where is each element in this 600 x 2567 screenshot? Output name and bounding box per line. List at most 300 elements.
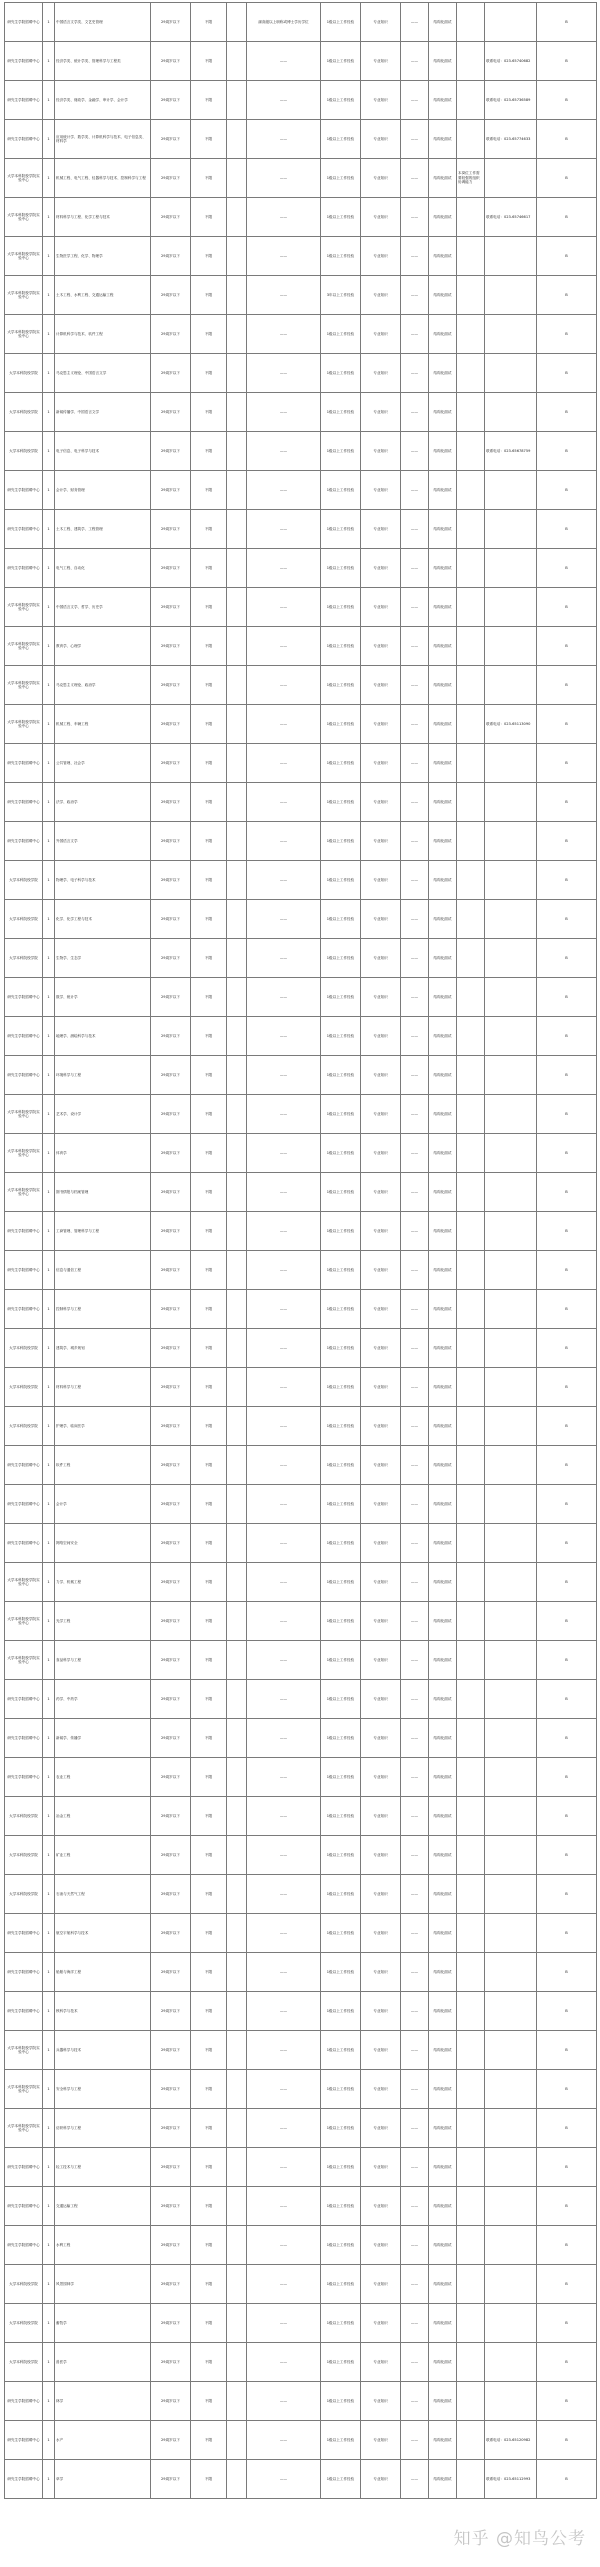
dept-cell: 大学本科院校学院实验中心 bbox=[5, 588, 43, 627]
degree-cell bbox=[227, 354, 247, 393]
major-cell: 中国语言文学、哲学、历史学 bbox=[55, 588, 151, 627]
education-cell: 不限 bbox=[191, 2031, 227, 2070]
description-cell bbox=[457, 666, 485, 705]
major-cell: 土木工程、水利工程、交通运输工程 bbox=[55, 276, 151, 315]
interview-cell: 结构化面试 bbox=[429, 1953, 457, 1992]
exam-form-cell: 专业知识 bbox=[361, 1212, 401, 1251]
other-requirement-cell: —— bbox=[247, 1056, 321, 1095]
major-cell: 艺术学、设计学 bbox=[55, 1095, 151, 1134]
count-cell: 1 bbox=[43, 1134, 55, 1173]
note-cell: 1级以上工作经验 bbox=[321, 1524, 361, 1563]
class-cell: B bbox=[537, 978, 597, 1017]
education-cell: 不限 bbox=[191, 1017, 227, 1056]
condition-cell: 29周岁以下 bbox=[151, 1641, 191, 1680]
description-cell bbox=[457, 2382, 485, 2421]
ratio-cell: —— bbox=[401, 1680, 429, 1719]
ratio-cell: —— bbox=[401, 1212, 429, 1251]
note-cell: 1级以上工作经验 bbox=[321, 978, 361, 1017]
description-cell bbox=[457, 2109, 485, 2148]
major-cell: 轻工技术与工程 bbox=[55, 2148, 151, 2187]
table-row bbox=[5, 42, 597, 81]
class-cell: B bbox=[537, 198, 597, 237]
phone-cell bbox=[485, 1563, 537, 1602]
ratio-cell: —— bbox=[401, 588, 429, 627]
degree-cell bbox=[227, 81, 247, 120]
count-cell: 1 bbox=[43, 42, 55, 81]
phone-cell bbox=[485, 2265, 537, 2304]
education-cell: 不限 bbox=[191, 393, 227, 432]
table-row bbox=[5, 1446, 597, 1485]
count-cell: 1 bbox=[43, 1290, 55, 1329]
degree-cell bbox=[227, 1134, 247, 1173]
ratio-cell: —— bbox=[401, 2382, 429, 2421]
count-cell: 1 bbox=[43, 354, 55, 393]
degree-cell bbox=[227, 2304, 247, 2343]
count-cell: 1 bbox=[43, 276, 55, 315]
degree-cell bbox=[227, 237, 247, 276]
count-cell: 1 bbox=[43, 432, 55, 471]
condition-cell: 29周岁以下 bbox=[151, 1602, 191, 1641]
major-cell: 中国语言文学类、文艺史管理 bbox=[55, 3, 151, 42]
other-requirement-cell: —— bbox=[247, 471, 321, 510]
major-cell: 机械工程、电气工程、仪器科学与技术、控制科学与工程 bbox=[55, 159, 151, 198]
exam-form-cell: 专业知识 bbox=[361, 939, 401, 978]
table-row bbox=[5, 81, 597, 120]
count-cell: 1 bbox=[43, 1797, 55, 1836]
interview-cell: 结构化面试 bbox=[429, 822, 457, 861]
class-cell: B bbox=[537, 588, 597, 627]
class-cell: B bbox=[537, 2187, 597, 2226]
degree-cell bbox=[227, 549, 247, 588]
other-requirement-cell: —— bbox=[247, 978, 321, 1017]
description-cell bbox=[457, 120, 485, 159]
interview-cell: 结构化面试 bbox=[429, 42, 457, 81]
dept-cell: 研究生学院招聘中心 bbox=[5, 42, 43, 81]
condition-cell: 29周岁以下 bbox=[151, 432, 191, 471]
other-requirement-cell: —— bbox=[247, 588, 321, 627]
table-row bbox=[5, 2460, 597, 2499]
description-cell bbox=[457, 1329, 485, 1368]
major-cell: 光学工程 bbox=[55, 1602, 151, 1641]
degree-cell bbox=[227, 159, 247, 198]
condition-cell: 29周岁以下 bbox=[151, 510, 191, 549]
ratio-cell: —— bbox=[401, 393, 429, 432]
table-row bbox=[5, 2421, 597, 2460]
class-cell: B bbox=[537, 315, 597, 354]
education-cell: 不限 bbox=[191, 1056, 227, 1095]
ratio-cell: —— bbox=[401, 276, 429, 315]
phone-cell bbox=[485, 315, 537, 354]
condition-cell: 29周岁以下 bbox=[151, 2187, 191, 2226]
description-cell bbox=[457, 1095, 485, 1134]
dept-cell: 研究生学院招聘中心 bbox=[5, 81, 43, 120]
other-requirement-cell: —— bbox=[247, 276, 321, 315]
count-cell: 1 bbox=[43, 2460, 55, 2499]
class-cell: B bbox=[537, 2382, 597, 2421]
exam-form-cell: 专业知识 bbox=[361, 237, 401, 276]
phone-cell bbox=[485, 2187, 537, 2226]
exam-form-cell: 专业知识 bbox=[361, 900, 401, 939]
dept-cell: 大学本科院校学院实验中心 bbox=[5, 2031, 43, 2070]
note-cell: 1级以上工作经验 bbox=[321, 1329, 361, 1368]
education-cell: 不限 bbox=[191, 2226, 227, 2265]
note-cell: 1级以上工作经验 bbox=[321, 198, 361, 237]
count-cell: 1 bbox=[43, 2187, 55, 2226]
count-cell: 1 bbox=[43, 1251, 55, 1290]
major-cell: 核科学与技术 bbox=[55, 1992, 151, 2031]
major-cell: 物理学、电子科学与技术 bbox=[55, 861, 151, 900]
phone-cell bbox=[485, 666, 537, 705]
other-requirement-cell: —— bbox=[247, 1875, 321, 1914]
table-row bbox=[5, 744, 597, 783]
other-requirement-cell: —— bbox=[247, 1173, 321, 1212]
note-cell: 1级以上工作经验 bbox=[321, 1056, 361, 1095]
phone-cell bbox=[485, 2343, 537, 2382]
count-cell: 1 bbox=[43, 744, 55, 783]
other-requirement-cell: —— bbox=[247, 1680, 321, 1719]
count-cell: 1 bbox=[43, 1485, 55, 1524]
condition-cell: 29周岁以下 bbox=[151, 783, 191, 822]
class-cell: B bbox=[537, 2226, 597, 2265]
ratio-cell: —— bbox=[401, 1095, 429, 1134]
other-requirement-cell: —— bbox=[247, 939, 321, 978]
degree-cell bbox=[227, 1914, 247, 1953]
description-cell bbox=[457, 471, 485, 510]
degree-cell bbox=[227, 1602, 247, 1641]
major-cell: 信息与通信工程 bbox=[55, 1251, 151, 1290]
education-cell: 不限 bbox=[191, 939, 227, 978]
dept-cell: 研究生学院招聘中心 bbox=[5, 2382, 43, 2421]
phone-cell bbox=[485, 1953, 537, 1992]
ratio-cell: —— bbox=[401, 822, 429, 861]
exam-form-cell: 专业知识 bbox=[361, 1602, 401, 1641]
education-cell: 不限 bbox=[191, 1719, 227, 1758]
major-cell: 生物学、生态学 bbox=[55, 939, 151, 978]
major-cell: 化学、化学工程与技术 bbox=[55, 900, 151, 939]
phone-cell bbox=[485, 1251, 537, 1290]
other-requirement-cell: —— bbox=[247, 1797, 321, 1836]
phone-cell bbox=[485, 744, 537, 783]
dept-cell: 研究生学院招聘中心 bbox=[5, 1251, 43, 1290]
note-cell: 1级以上工作经验 bbox=[321, 1134, 361, 1173]
class-cell: B bbox=[537, 1758, 597, 1797]
major-cell: 体育学 bbox=[55, 1134, 151, 1173]
dept-cell: 大学本科院校学院实验中心 bbox=[5, 2070, 43, 2109]
ratio-cell: —— bbox=[401, 2187, 429, 2226]
degree-cell bbox=[227, 276, 247, 315]
description-cell: 本岗位工作需要较强的组织协调能力 bbox=[457, 159, 485, 198]
phone-cell bbox=[485, 900, 537, 939]
other-requirement-cell: —— bbox=[247, 1563, 321, 1602]
major-cell: 网络空间安全 bbox=[55, 1524, 151, 1563]
interview-cell: 结构化面试 bbox=[429, 1017, 457, 1056]
description-cell bbox=[457, 2070, 485, 2109]
dept-cell: 大学本科院校学院 bbox=[5, 2265, 43, 2304]
phone-cell bbox=[485, 393, 537, 432]
interview-cell: 结构化面试 bbox=[429, 1524, 457, 1563]
note-cell: 1级以上工作经验 bbox=[321, 1485, 361, 1524]
phone-cell bbox=[485, 1446, 537, 1485]
class-cell: B bbox=[537, 2304, 597, 2343]
ratio-cell: —— bbox=[401, 2226, 429, 2265]
ratio-cell: —— bbox=[401, 1953, 429, 1992]
condition-cell: 29周岁以下 bbox=[151, 744, 191, 783]
dept-cell: 研究生学院招聘中心 bbox=[5, 3, 43, 42]
education-cell: 不限 bbox=[191, 2265, 227, 2304]
phone-cell bbox=[485, 1212, 537, 1251]
dept-cell: 研究生学院招聘中心 bbox=[5, 2460, 43, 2499]
other-requirement-cell: —— bbox=[247, 1017, 321, 1056]
class-cell: B bbox=[537, 900, 597, 939]
note-cell: 1级以上工作经验 bbox=[321, 549, 361, 588]
dept-cell: 大学本科院校学院 bbox=[5, 900, 43, 939]
dept-cell: 研究生学院招聘中心 bbox=[5, 1212, 43, 1251]
class-cell: B bbox=[537, 1017, 597, 1056]
dept-cell: 大学本科院校学院实验中心 bbox=[5, 1641, 43, 1680]
table-row bbox=[5, 1914, 597, 1953]
description-cell bbox=[457, 861, 485, 900]
other-requirement-cell: —— bbox=[247, 1524, 321, 1563]
ratio-cell: —— bbox=[401, 1836, 429, 1875]
note-cell: 1级以上工作经验 bbox=[321, 120, 361, 159]
ratio-cell: —— bbox=[401, 1797, 429, 1836]
education-cell: 不限 bbox=[191, 2187, 227, 2226]
education-cell: 不限 bbox=[191, 1914, 227, 1953]
dept-cell: 研究生学院招聘中心 bbox=[5, 1914, 43, 1953]
class-cell: B bbox=[537, 1212, 597, 1251]
degree-cell bbox=[227, 1758, 247, 1797]
condition-cell: 29周岁以下 bbox=[151, 1056, 191, 1095]
table-row bbox=[5, 3, 597, 42]
table-row bbox=[5, 1797, 597, 1836]
table-row bbox=[5, 822, 597, 861]
education-cell: 不限 bbox=[191, 2382, 227, 2421]
condition-cell: 29周岁以下 bbox=[151, 276, 191, 315]
exam-form-cell: 专业知识 bbox=[361, 1056, 401, 1095]
count-cell: 1 bbox=[43, 1524, 55, 1563]
other-requirement-cell: —— bbox=[247, 81, 321, 120]
condition-cell: 29周岁以下 bbox=[151, 1095, 191, 1134]
ratio-cell: —— bbox=[401, 2460, 429, 2499]
phone-cell bbox=[485, 861, 537, 900]
major-cell: 软件工程 bbox=[55, 1446, 151, 1485]
condition-cell: 29周岁以下 bbox=[151, 1017, 191, 1056]
major-cell: 农业工程 bbox=[55, 1758, 151, 1797]
note-cell: 1级以上工作经验 bbox=[321, 42, 361, 81]
degree-cell bbox=[227, 1290, 247, 1329]
phone-cell bbox=[485, 2031, 537, 2070]
ratio-cell: —— bbox=[401, 1524, 429, 1563]
description-cell bbox=[457, 1602, 485, 1641]
note-cell: 1级以上工作经验 bbox=[321, 666, 361, 705]
degree-cell bbox=[227, 2070, 247, 2109]
description-cell bbox=[457, 1407, 485, 1446]
class-cell: B bbox=[537, 1602, 597, 1641]
description-cell bbox=[457, 627, 485, 666]
table-row bbox=[5, 1992, 597, 2031]
major-cell: 新闻学、传播学 bbox=[55, 1719, 151, 1758]
description-cell bbox=[457, 354, 485, 393]
count-cell: 1 bbox=[43, 1056, 55, 1095]
phone-cell bbox=[485, 1797, 537, 1836]
dept-cell: 大学本科院校学院 bbox=[5, 1797, 43, 1836]
interview-cell: 结构化面试 bbox=[429, 2226, 457, 2265]
ratio-cell: —— bbox=[401, 315, 429, 354]
dept-cell: 研究生学院招聘中心 bbox=[5, 1719, 43, 1758]
degree-cell bbox=[227, 2148, 247, 2187]
degree-cell bbox=[227, 471, 247, 510]
class-cell: B bbox=[537, 1173, 597, 1212]
note-cell: 1级以上工作经验 bbox=[321, 315, 361, 354]
table-row bbox=[5, 1524, 597, 1563]
degree-cell bbox=[227, 1836, 247, 1875]
class-cell: B bbox=[537, 1875, 597, 1914]
class-cell: B bbox=[537, 744, 597, 783]
degree-cell bbox=[227, 432, 247, 471]
count-cell: 1 bbox=[43, 120, 55, 159]
major-cell: 石油与天然气工程 bbox=[55, 1875, 151, 1914]
phone-cell bbox=[485, 3, 537, 42]
degree-cell bbox=[227, 2421, 247, 2460]
major-cell: 风景园林学 bbox=[55, 2265, 151, 2304]
major-cell: 林学 bbox=[55, 2382, 151, 2421]
table-row bbox=[5, 2382, 597, 2421]
dept-cell: 大学本科院校学院 bbox=[5, 861, 43, 900]
major-cell: 冶金工程 bbox=[55, 1797, 151, 1836]
description-cell bbox=[457, 393, 485, 432]
condition-cell: 29周岁以下 bbox=[151, 1251, 191, 1290]
education-cell: 不限 bbox=[191, 42, 227, 81]
note-cell: 1级以上工作经验 bbox=[321, 1563, 361, 1602]
degree-cell bbox=[227, 861, 247, 900]
exam-form-cell: 专业知识 bbox=[361, 1251, 401, 1290]
interview-cell: 结构化面试 bbox=[429, 900, 457, 939]
degree-cell bbox=[227, 1719, 247, 1758]
major-cell: 工商管理、管理科学与工程 bbox=[55, 1212, 151, 1251]
ratio-cell: —— bbox=[401, 1017, 429, 1056]
interview-cell: 结构化面试 bbox=[429, 1368, 457, 1407]
count-cell: 1 bbox=[43, 1095, 55, 1134]
interview-cell: 结构化面试 bbox=[429, 978, 457, 1017]
description-cell bbox=[457, 978, 485, 1017]
description-cell bbox=[457, 2343, 485, 2382]
phone-cell bbox=[485, 1719, 537, 1758]
major-cell: 图书情报与档案管理 bbox=[55, 1173, 151, 1212]
exam-form-cell: 专业知识 bbox=[361, 1953, 401, 1992]
education-cell: 不限 bbox=[191, 1290, 227, 1329]
condition-cell: 29周岁以下 bbox=[151, 822, 191, 861]
education-cell: 不限 bbox=[191, 1407, 227, 1446]
degree-cell bbox=[227, 42, 247, 81]
major-cell: 船舶与海洋工程 bbox=[55, 1953, 151, 1992]
condition-cell: 29周岁以下 bbox=[151, 1173, 191, 1212]
major-cell: 食品科学与工程 bbox=[55, 1641, 151, 1680]
major-cell: 兵器科学与技术 bbox=[55, 2031, 151, 2070]
degree-cell bbox=[227, 2031, 247, 2070]
description-cell bbox=[457, 900, 485, 939]
count-cell: 1 bbox=[43, 1017, 55, 1056]
exam-form-cell: 专业知识 bbox=[361, 1563, 401, 1602]
education-cell: 不限 bbox=[191, 1953, 227, 1992]
exam-form-cell: 专业知识 bbox=[361, 2070, 401, 2109]
note-cell: 1级以上工作经验 bbox=[321, 1407, 361, 1446]
count-cell: 1 bbox=[43, 2343, 55, 2382]
ratio-cell: —— bbox=[401, 198, 429, 237]
interview-cell: 结构化面试 bbox=[429, 1719, 457, 1758]
other-requirement-cell: —— bbox=[247, 1485, 321, 1524]
exam-form-cell: 专业知识 bbox=[361, 2382, 401, 2421]
exam-form-cell: 专业知识 bbox=[361, 1680, 401, 1719]
table-row bbox=[5, 432, 597, 471]
condition-cell: 29周岁以下 bbox=[151, 2304, 191, 2343]
major-cell: 环境科学与工程 bbox=[55, 1056, 151, 1095]
note-cell: 1级以上工作经验 bbox=[321, 2343, 361, 2382]
dept-cell: 大学本科院校学院 bbox=[5, 939, 43, 978]
class-cell: B bbox=[537, 1563, 597, 1602]
class-cell: B bbox=[537, 1056, 597, 1095]
exam-form-cell: 专业知识 bbox=[361, 510, 401, 549]
other-requirement-cell: —— bbox=[247, 2187, 321, 2226]
education-cell: 不限 bbox=[191, 237, 227, 276]
table-row bbox=[5, 2109, 597, 2148]
degree-cell bbox=[227, 1953, 247, 1992]
education-cell: 不限 bbox=[191, 822, 227, 861]
condition-cell: 29周岁以下 bbox=[151, 471, 191, 510]
other-requirement-cell: —— bbox=[247, 1719, 321, 1758]
phone-cell: 联系电话：023-65736589 bbox=[485, 81, 537, 120]
class-cell: B bbox=[537, 822, 597, 861]
phone-cell bbox=[485, 354, 537, 393]
note-cell: 1级以上工作经验 bbox=[321, 1017, 361, 1056]
dept-cell: 大学本科院校学院实验中心 bbox=[5, 705, 43, 744]
description-cell bbox=[457, 939, 485, 978]
count-cell: 1 bbox=[43, 1953, 55, 1992]
education-cell: 不限 bbox=[191, 2148, 227, 2187]
phone-cell bbox=[485, 276, 537, 315]
dept-cell: 大学本科院校学院实验中心 bbox=[5, 237, 43, 276]
other-requirement-cell: —— bbox=[247, 1758, 321, 1797]
condition-cell: 29周岁以下 bbox=[151, 198, 191, 237]
other-requirement-cell: —— bbox=[247, 744, 321, 783]
major-cell: 力学、机械工程 bbox=[55, 1563, 151, 1602]
table-row bbox=[5, 471, 597, 510]
description-cell bbox=[457, 2421, 485, 2460]
interview-cell: 结构化面试 bbox=[429, 744, 457, 783]
phone-cell bbox=[485, 1641, 537, 1680]
degree-cell bbox=[227, 1485, 247, 1524]
class-cell: B bbox=[537, 783, 597, 822]
class-cell: B bbox=[537, 1407, 597, 1446]
description-cell bbox=[457, 2265, 485, 2304]
condition-cell: 29周岁以下 bbox=[151, 3, 191, 42]
interview-cell: 结构化面试 bbox=[429, 2265, 457, 2304]
other-requirement-cell: —— bbox=[247, 198, 321, 237]
ratio-cell: —— bbox=[401, 1134, 429, 1173]
class-cell: B bbox=[537, 1914, 597, 1953]
dept-cell: 研究生学院招聘中心 bbox=[5, 510, 43, 549]
phone-cell bbox=[485, 2109, 537, 2148]
phone-cell bbox=[485, 1602, 537, 1641]
table-row bbox=[5, 2031, 597, 2070]
degree-cell bbox=[227, 627, 247, 666]
count-cell: 1 bbox=[43, 2265, 55, 2304]
count-cell: 1 bbox=[43, 627, 55, 666]
degree-cell bbox=[227, 822, 247, 861]
interview-cell: 结构化面试 bbox=[429, 237, 457, 276]
class-cell: B bbox=[537, 2070, 597, 2109]
degree-cell bbox=[227, 315, 247, 354]
class-cell: B bbox=[537, 354, 597, 393]
